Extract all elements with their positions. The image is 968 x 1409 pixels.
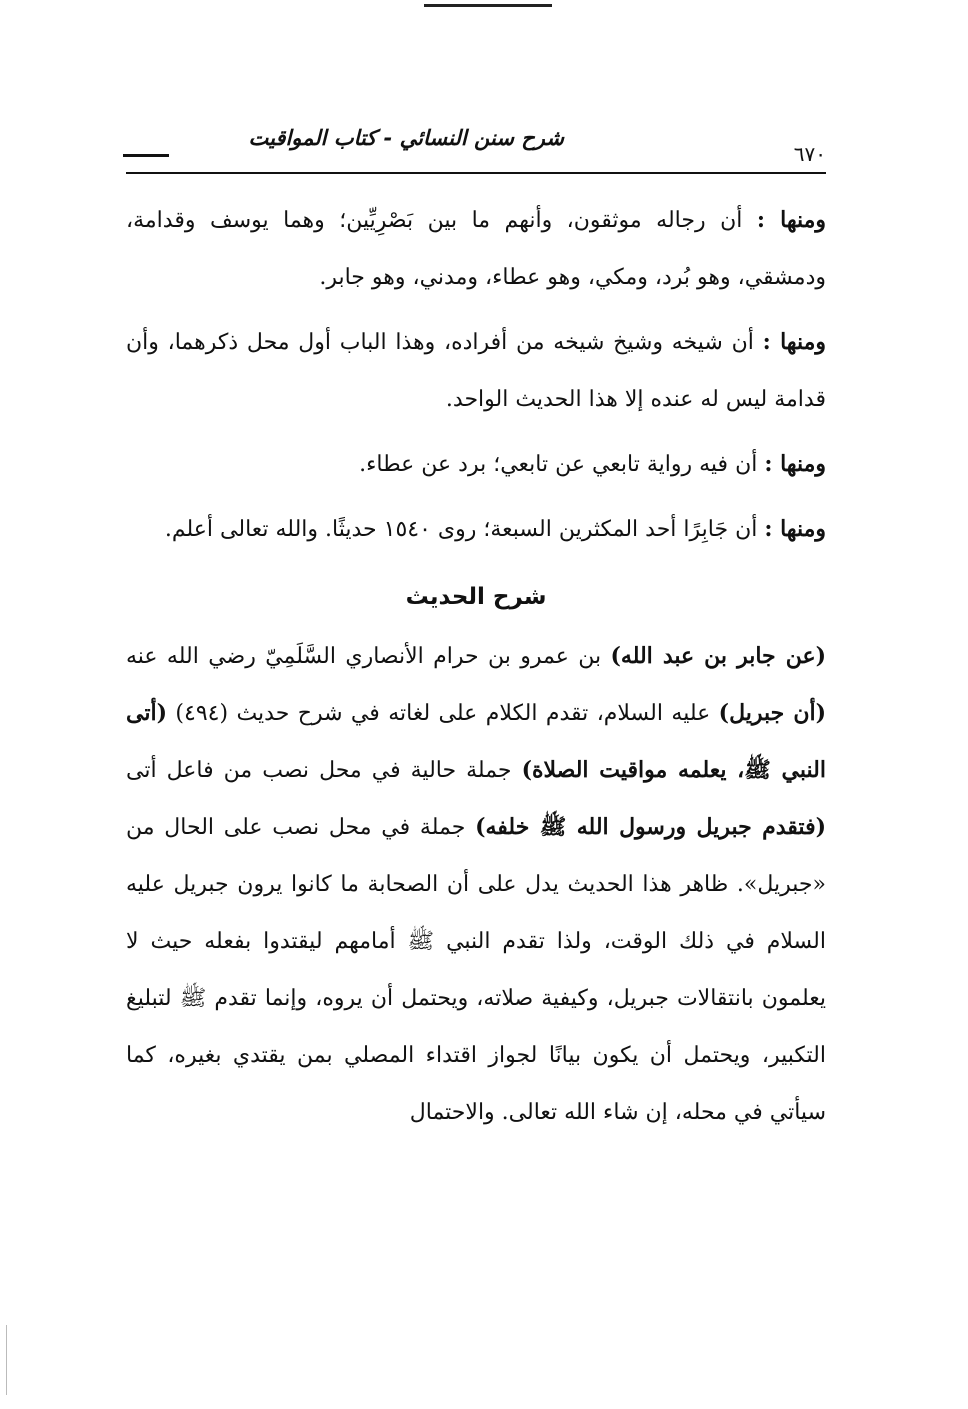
commentary-text: عليه السلام، تقدم الكلام على لغاته في شرح حديث (٤٩٤) — [166, 701, 719, 726]
quoted-phrase: (فتقدم جبريل ورسول الله ﷺ خلفه) — [475, 814, 826, 840]
quoted-phrase: (أتى النبي ﷺ، يعلمه مواقيت الصلاة) — [126, 700, 826, 783]
paragraph — [126, 314, 826, 428]
page — [126, 118, 827, 1125]
commentary-paragraph — [126, 628, 826, 1141]
section-heading: شرح الحديث — [405, 584, 547, 610]
commentary-text: جملة في محل نصب على الحال من «جبريل». ظاهر هذا الحديث يدل على أن الصحابة ما كانوا يرون جبريل عليه السلام في ذلك الوقت، ولذا تقدم النبي ﷺ أمامهم ليقتدوا بفعله حيث لا يعلمون بانتقالات جبريل، وكيفية صلاته، ويحتمل أن يروه، وإنما تقدم ﷺ لتبليغ التكبير، ويحتمل أن يكون بيانًا لجواز اقتداء المصلي بمن يقتدي بغيره، كما سيأتي في محله، إن شاء الله تعالى. والاحتمال — [126, 815, 826, 1125]
paragraph — [126, 501, 826, 558]
paragraph-lead: ومنها : — [762, 329, 826, 355]
header-rule — [126, 172, 826, 174]
quoted-phrase: (أن جبريل) — [718, 700, 827, 726]
header-title: شرح سنن النسائي - كتاب المواقيت — [248, 126, 564, 150]
paragraph-lead: ومنها : — [764, 451, 826, 477]
paragraph-lead: ومنها : — [764, 516, 826, 542]
margin-mark — [6, 1325, 7, 1395]
body-text — [126, 192, 826, 1141]
paragraph-text: أن شيخه وشيخ شيخه من أفراده، وهذا الباب أول محل ذكرهما، وأن قدامة ليس له عنده إلا هذا الحديث الواحد. — [126, 330, 826, 412]
paragraph-text: أن رجاله موثقون، وأنهم ما بين بَصْرِيِّين؛ وهما يوسف وقدامة، ودمشقي، وهو بُرد، ومكي، وهو عطاء، ومدني، وهو جابر. — [126, 208, 826, 290]
paragraph — [126, 436, 826, 493]
commentary-text: جملة حالية في محل نصب من فاعل أتى — [126, 758, 522, 783]
paragraph-text: أن جَابِرًا أحد المكثرين السبعة؛ روى ١٥٤٠ حديثًا. والله تعالى أعلم. — [164, 517, 765, 542]
running-header — [126, 118, 826, 166]
top-rule — [424, 4, 552, 7]
page-number: ٦٧٠ — [793, 142, 826, 166]
paragraph-text: أن فيه رواية تابعي عن تابعي؛ برد عن عطاء. — [359, 452, 765, 477]
paragraph — [126, 192, 826, 306]
commentary-text: بن عمرو بن حرام الأنصاري السَّلَمِيّ رضي الله عنه — [126, 644, 611, 669]
paragraph-lead: ومنها : — [756, 207, 827, 233]
quoted-phrase: (عن جابر بن عبد الله) — [610, 643, 826, 669]
header-dash — [123, 154, 169, 157]
